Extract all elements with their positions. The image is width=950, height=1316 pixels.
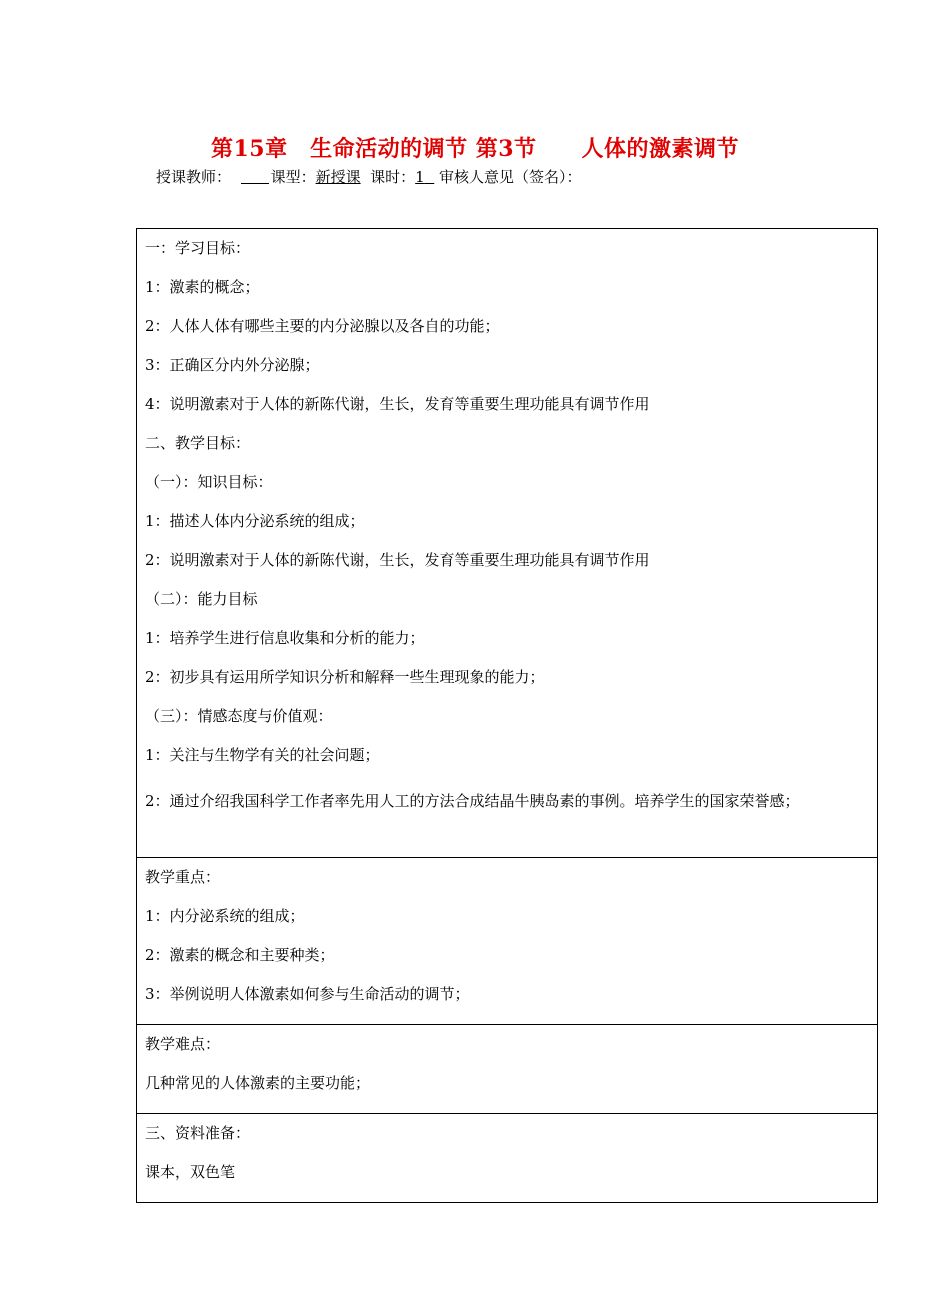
knowledge-heading: （一）：知识目标： [145, 473, 273, 491]
key-points-heading: 教学重点： [145, 868, 221, 886]
teacher-label: 授课教师： [156, 168, 232, 186]
ability-heading: （二）：能力目标 [145, 590, 258, 608]
objectives-cell [137, 229, 878, 858]
key-point-item: 1：内分泌系统的组成； [145, 907, 305, 925]
ability-item: 2：初步具有运用所学知识分析和解释一些生理现象的能力； [145, 668, 545, 686]
knowledge-item: 1：描述人体内分泌系统的组成； [145, 512, 365, 530]
review-label: 审核人意见（签名）： [439, 168, 582, 186]
objective-item: 4：说明激素对于人体的新陈代谢，生长，发育等重要生理功能具有调节作用 [145, 395, 650, 413]
lesson-plan-table [136, 228, 878, 1203]
material-item: 课本，双色笔 [145, 1163, 236, 1181]
teacher-blank [241, 169, 269, 184]
key-point-item: 3：举例说明人体激素如何参与生命活动的调节； [145, 985, 470, 1003]
objective-item: 3：正确区分内外分泌腺； [145, 356, 320, 374]
objective-item: 2：人体人体有哪些主要的内分泌腺以及各自的功能； [145, 317, 500, 335]
lesson-meta [156, 166, 582, 187]
period-label: 课时： [370, 168, 416, 186]
materials-heading: 三、资料准备： [145, 1124, 251, 1142]
emotion-item: 2：通过介绍我国科学工作者率先用人工的方法合成结晶牛胰岛素的事例。培养学生的国家荣誉感； [145, 792, 800, 810]
key-points-cell [137, 858, 878, 1025]
period-value: 1 [415, 168, 425, 186]
page-title: 第15章 生命活动的调节 第3节 人体的激素调节 [210, 136, 740, 162]
difficulties-cell [137, 1025, 878, 1114]
key-point-item: 2：激素的概念和主要种类； [145, 946, 335, 964]
ability-item: 1：培养学生进行信息收集和分析的能力； [145, 629, 425, 647]
difficulties-heading: 教学难点： [145, 1035, 221, 1053]
knowledge-item: 2：说明激素对于人体的新陈代谢，生长，发育等重要生理功能具有调节作用 [145, 551, 650, 569]
emotion-heading: （三）：情感态度与价值观： [145, 707, 333, 725]
difficulty-item: 几种常见的人体激素的主要功能； [145, 1074, 371, 1092]
objectives-heading: 一：学习目标： [145, 239, 251, 257]
materials-cell [137, 1114, 878, 1203]
objective-item: 1：激素的概念； [145, 278, 260, 296]
teaching-heading: 二、教学目标： [145, 434, 251, 452]
emotion-item: 1：关注与生物学有关的社会问题； [145, 746, 380, 764]
type-label: 课型： [270, 168, 316, 186]
type-value: 新授课 [315, 168, 361, 186]
